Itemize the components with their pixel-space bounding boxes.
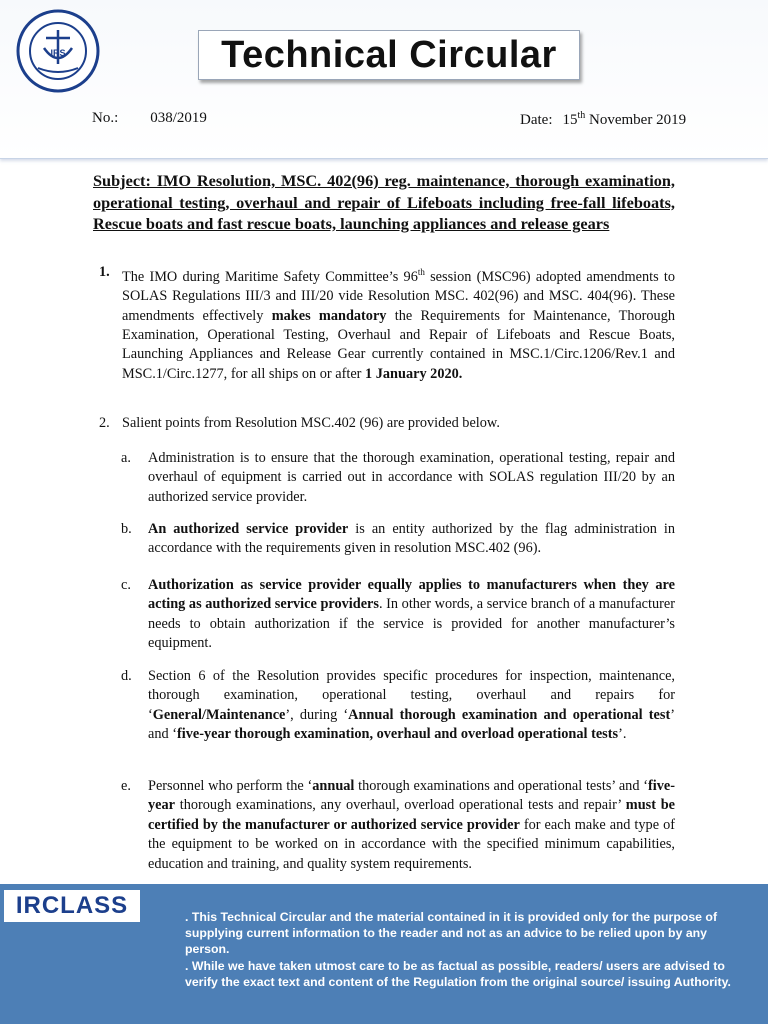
para-number-2: 2. (99, 415, 110, 431)
item-label-d: d. (121, 668, 132, 684)
circular-number: No.: 038/2019 (92, 110, 207, 126)
svg-text:IRS: IRS (50, 48, 66, 58)
item-label-c: c. (121, 577, 131, 593)
disclaimer-line-2: . While we have taken utmost care to be as factual as possible, readers/ users are advised to verify the exact text and content of the Regulation from the original source/ issuing Authority. (185, 958, 731, 989)
item-e: Personnel who perform the ‘annual thorough examinations and operational tests’ and ‘five-year thorough examinations, any overhaul, overload operational tests and repair’ must be certified by the manufacturer or authorized service provider for each make and type of the equipment to be worked on in accordance with the specified minimum capabilities, education and training, and quality system requirements. (148, 778, 675, 872)
page-title: Technical Circular (221, 33, 557, 76)
paragraph-1: The IMO during Maritime Safety Committee’s 96th session (MSC96) adopted amendments to SOLAS Regulations III/3 and III/20 vide Resolution MSC. 402(96) and MSC. 404(96). These amendments effectively makes mandatory the Requirements for Maintenance, Thorough Examination, Operational Testing, Overhaul and Repair of Lifeboats and Rescue Boats, Launching Appliances and Release Gear currently contained in MSC.1/Circ.1206/Rev.1 and MSC.1/Circ.1277, for all ships on or after 1 January 2020. (122, 267, 675, 382)
item-c: Authorization as service provider equally applies to manufacturers when they are acting as authorized service providers. In other words, a service branch of a manufacturer needs to obtain authorization if the service is provided for another manufacturer’s equipment. (148, 577, 675, 652)
paragraph-2: Salient points from Resolution MSC.402 (96) are provided below. (122, 415, 500, 431)
item-label-b: b. (121, 521, 132, 537)
irs-seal-logo (8, 8, 108, 94)
para-number-1: 1. (99, 264, 110, 280)
disclaimer-line-1: . This Technical Circular and the material contained in it is provided only for the purpose of supplying current information to the reader and not as an advice to be relied upon by any person. (185, 910, 718, 957)
title-box (198, 30, 580, 80)
circular-header (0, 0, 768, 159)
disclaimer-text (185, 909, 750, 990)
item-d: Section 6 of the Resolution provides specific procedures for inspection, maintenance, thorough examination, operational testing, overhaul and repairs for ‘General/Maintenance’, during ‘Annual thorough examination and operational test’ and ‘five-year thorough examination, overhaul and overload operational tests’. (148, 668, 675, 743)
circular-date: Date: 15th November 2019 (520, 110, 687, 128)
item-label-a: a. (121, 450, 131, 466)
item-b: An authorized service provider is an entity authorized by the flag administration in accordance with the requirements given in resolution MSC.402 (96). (148, 521, 676, 557)
irclass-logo: IRCLASS (4, 890, 140, 922)
item-a: Administration is to ensure that the thorough examination, operational testing, repair and overhaul of equipment is carried out in accordance with SOLAS regulation III/20 by an authorized service provider. (148, 450, 675, 505)
item-label-e: e. (121, 778, 131, 794)
subject-heading: Subject: IMO Resolution, MSC. 402(96) reg. maintenance, thorough examination, operational testing, overhaul and repair of Lifeboats including free-fall lifeboats, Rescue boats and fast rescue boats, launching appliances and release gears (93, 171, 675, 233)
